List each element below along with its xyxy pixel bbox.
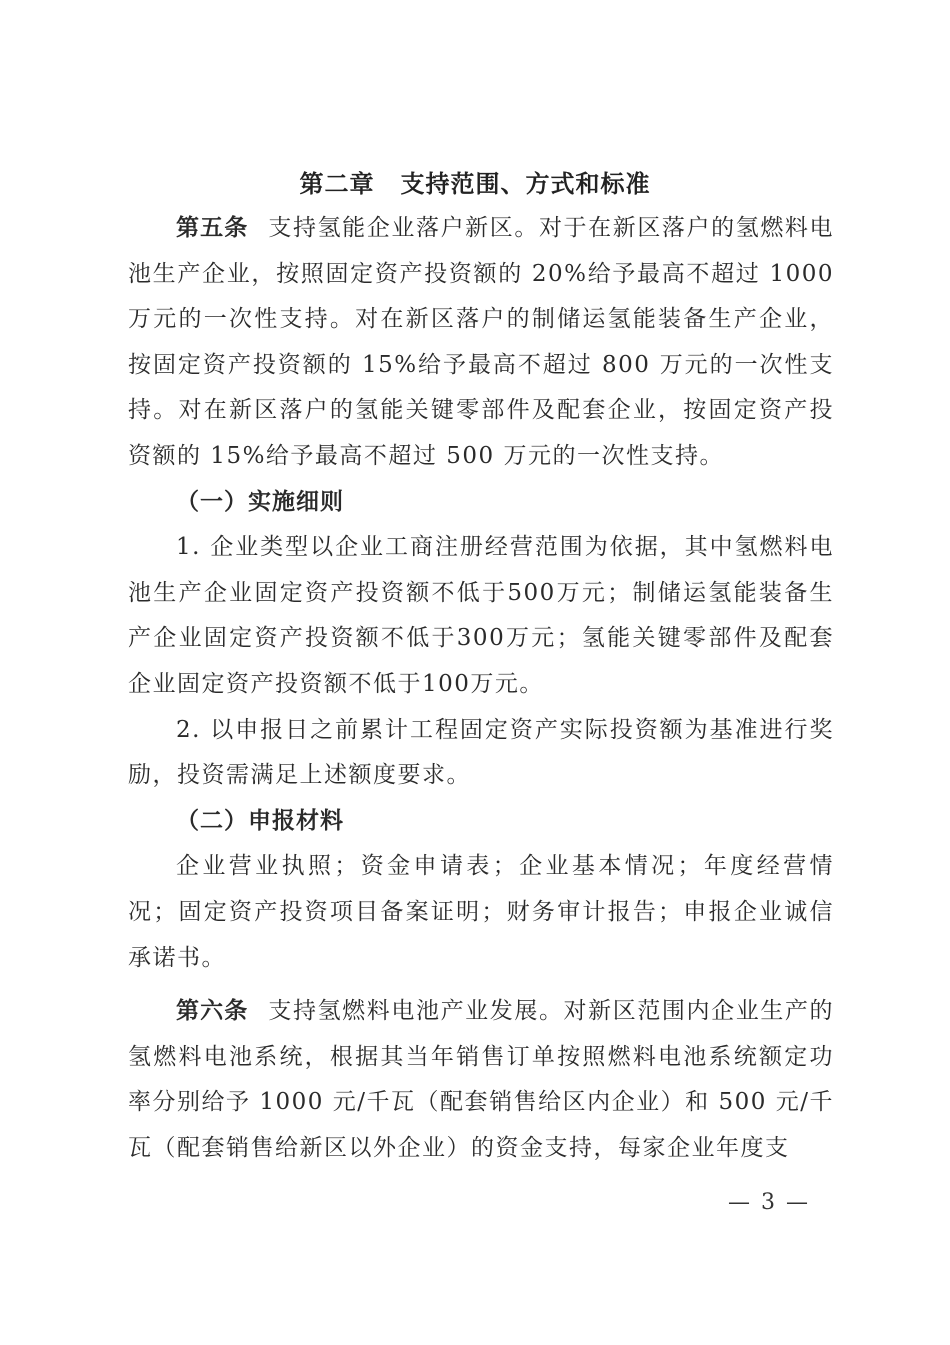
article-5-paragraph — [128, 206, 834, 480]
section-2-heading: （二）申报材料 — [176, 807, 344, 834]
section-1-item-1: 1. 企业类型以企业工商注册经营范围为依据，其中氢燃料电池生产企业固定资产投资额不低于500万元；制储运氢能装备生产企业固定资产投资额不低于300万元；氢能关键零部件及配套企业固定资产投资额不低于100万元。 — [128, 534, 834, 697]
section-2-text: 企业营业执照；资金申请表；企业基本情况；年度经营情况；固定资产投资项目备案证明；财务审计报告；申报企业诚信承诺书。 — [128, 853, 834, 971]
article-5-label: 第五条 — [176, 215, 249, 241]
document-body — [128, 206, 834, 1171]
article-6-text: 支持氢燃料电池产业发展。对新区范围内企业生产的氢燃料电池系统，根据其当年销售订单按照燃料电池系统额定功率分别给予 1000 元/千瓦（配套销售给区内企业）和 500 元/千瓦（配套销售给新区以外企业）的资金支持，每家企业年度支 — [128, 998, 835, 1161]
section-1-heading: （一）实施细则 — [176, 488, 344, 515]
chapter-number: 第二章 — [299, 170, 375, 198]
page-number: — 3 — — [728, 1190, 810, 1215]
section-1-item-2: 2. 以申报日之前累计工程固定资产实际投资额为基准进行奖励，投资需满足上述额度要求。 — [128, 716, 834, 789]
article-5-text: 支持氢能企业落户新区。对于在新区落户的氢燃料电池生产企业，按照固定资产投资额的 20%给予最高不超过 1000 万元的一次性支持。对在新区落户的制储运氢能装备生产企业，按固定资产投资额的 15%给予最高不超过 800 万元的一次性支持。对在新区落户的氢能关键零部件及配套企业，按固定资产投资额的 15%给予最高不超过 500 万元的一次性支持。 — [128, 215, 835, 469]
article-6-label: 第六条 — [176, 998, 249, 1025]
chapter-heading: 支持范围、方式和标准 — [400, 170, 651, 198]
article-6-paragraph — [128, 989, 834, 1171]
chapter-title — [0, 166, 950, 202]
